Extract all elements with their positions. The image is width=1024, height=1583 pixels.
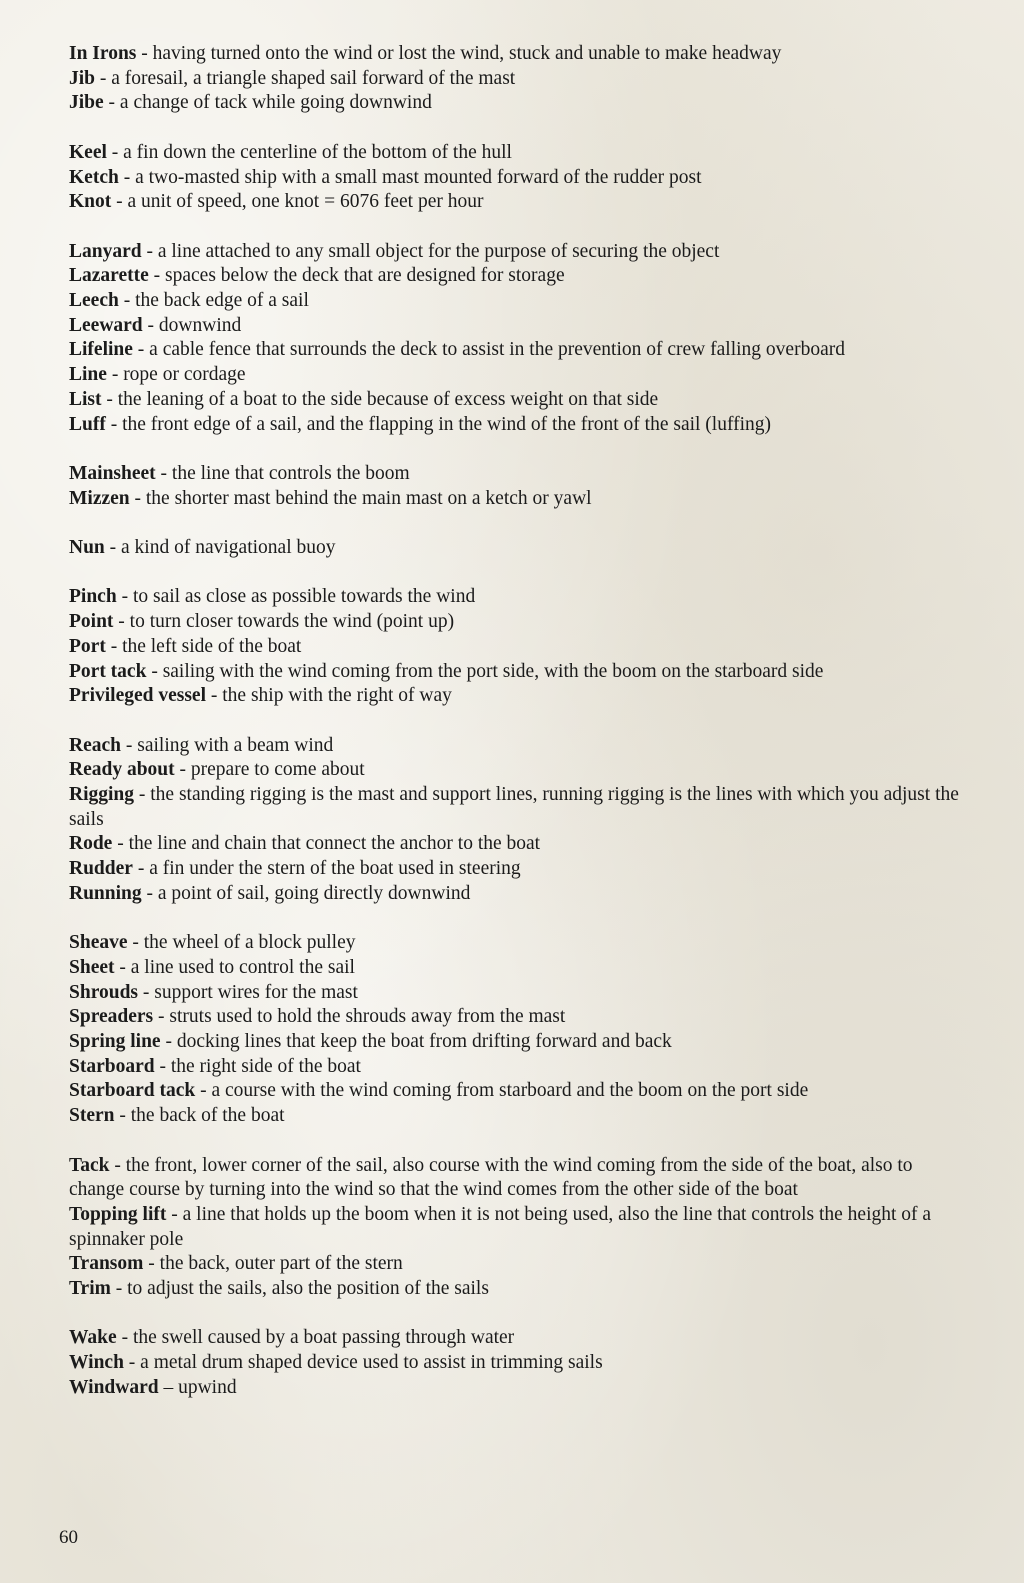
glossary-definition: downwind — [158, 314, 242, 336]
glossary-entry — [69, 1005, 969, 1030]
glossary-definition: the wheel of a block pulley — [143, 932, 356, 954]
glossary-definition: sailing with a beam wind — [137, 734, 334, 756]
page-number: 60 — [59, 1527, 78, 1548]
glossary-separator: - — [160, 1031, 177, 1053]
glossary-definition: a two-masted ship with a small mast mounted forward of the rudder post — [135, 166, 702, 188]
glossary-definition: a unit of speed, one knot = 6076 feet per hour — [127, 191, 484, 213]
glossary-separator: - — [112, 833, 129, 855]
glossary-definition: a course with the wind coming from starboard and the boom on the port side — [211, 1080, 809, 1102]
glossary-entry — [69, 42, 969, 67]
glossary-entry — [69, 413, 969, 438]
glossary-group — [69, 1326, 969, 1400]
glossary-entry — [69, 610, 969, 635]
glossary-definition: a kind of navigational buoy — [121, 537, 336, 558]
glossary-separator: - — [123, 1352, 141, 1374]
glossary-term: In Irons — [69, 43, 137, 64]
glossary-entry — [69, 1104, 969, 1129]
glossary-term: Pinch — [69, 586, 117, 608]
glossary-definition: a fin down the centerline of the bottom of the hull — [123, 141, 512, 163]
glossary-definition: the front edge of a sail, and the flapping in the wind of the front of the sail (luffing) — [122, 413, 772, 435]
glossary-entry — [69, 314, 969, 339]
glossary-term: Stern — [69, 1105, 115, 1127]
glossary-entry — [69, 141, 969, 166]
glossary-entry — [69, 190, 969, 215]
glossary-term: Windward — [69, 1376, 159, 1398]
glossary-entry — [69, 67, 969, 92]
glossary-group — [69, 931, 969, 1129]
glossary-entry — [69, 264, 969, 289]
glossary-definition: prepare to come about — [190, 759, 365, 781]
glossary-term: List — [69, 388, 102, 410]
glossary-term: Transom — [69, 1253, 144, 1275]
glossary-term: Mainsheet — [69, 462, 156, 484]
glossary-separator: - — [136, 43, 153, 64]
glossary-separator: - — [121, 734, 138, 756]
glossary-term: Ready about — [69, 759, 175, 781]
glossary-term: Trim — [69, 1278, 111, 1300]
glossary-definition: a fin under the stern of the boat used in steering — [149, 858, 521, 880]
glossary-entry — [69, 1055, 969, 1080]
glossary-group — [69, 585, 969, 709]
glossary-definition: the left side of the boat — [122, 635, 302, 657]
glossary-entry — [69, 536, 969, 561]
glossary-entry — [69, 956, 969, 981]
glossary-entry — [69, 857, 969, 882]
glossary-term: Knot — [69, 191, 112, 213]
glossary-group — [69, 536, 969, 561]
glossary-entry — [69, 1351, 969, 1376]
glossary-entry — [69, 832, 969, 857]
glossary-entry — [69, 684, 969, 709]
glossary-separator: - — [154, 1055, 171, 1077]
glossary-definition: struts used to hold the shrouds away from the mast — [169, 1006, 566, 1028]
glossary-definition: the back, outer part of the stern — [159, 1253, 403, 1275]
glossary-definition: to adjust the sails, also the position of the sails — [127, 1278, 489, 1300]
glossary-entry — [69, 240, 969, 265]
glossary-term: Sheet — [69, 956, 115, 978]
glossary-term: Leech — [69, 290, 119, 311]
glossary-separator: - — [174, 759, 191, 781]
glossary-entry — [69, 882, 969, 907]
glossary-definition: upwind — [178, 1376, 237, 1398]
glossary-entry — [69, 734, 969, 759]
glossary-group — [69, 734, 969, 907]
glossary-term: Shrouds — [69, 981, 139, 1003]
glossary-term: Jibe — [69, 92, 104, 114]
glossary-separator: - — [141, 882, 158, 904]
glossary-separator: - — [141, 240, 158, 262]
glossary-entry — [69, 166, 969, 191]
glossary-definition: a line used to control the sail — [130, 956, 355, 978]
glossary-separator: - — [109, 1154, 126, 1176]
glossary-group — [69, 240, 969, 438]
glossary-separator: - — [132, 339, 150, 361]
glossary-entry — [69, 91, 969, 116]
glossary-entry — [69, 1252, 969, 1277]
glossary-entry — [69, 660, 969, 685]
glossary-separator: - — [110, 1278, 128, 1300]
glossary-separator: - — [103, 92, 120, 114]
glossary-definition: a foresail, a triangle shaped sail forward of the mast — [111, 67, 516, 89]
glossary-term: Mizzen — [69, 487, 130, 509]
glossary-definition: having turned onto the wind or lost the wind, stuck and unable to make headway — [152, 43, 782, 64]
glossary-definition: the front, lower corner of the sail, also course with the wind coming from the side of the boat, also to change course by turning into the wind so that the wind comes from the other side of the boat — [69, 1154, 913, 1201]
glossary-term: Point — [69, 611, 114, 633]
glossary-term: Ketch — [69, 166, 119, 188]
glossary-term: Wake — [69, 1327, 117, 1349]
glossary-definition: a cable fence that surrounds the deck to assist in the prevention of crew falling overboard — [149, 339, 845, 361]
glossary-definition: to turn closer towards the wind (point up) — [129, 611, 455, 633]
glossary-definition: a metal drum shaped device used to assist in trimming sails — [140, 1352, 603, 1374]
glossary-separator: - — [138, 981, 155, 1003]
glossary-separator: - — [146, 660, 163, 682]
glossary-entry — [69, 1030, 969, 1055]
glossary-term: Leeward — [69, 314, 143, 336]
glossary-term: Running — [69, 882, 142, 904]
glossary-definition: a line that holds up the boom when it is not being used, also the line that controls the height of a spinnaker pole — [69, 1203, 932, 1250]
glossary-entry — [69, 783, 969, 832]
glossary-entry — [69, 1079, 969, 1104]
glossary-definition: the line that controls the boom — [171, 462, 410, 484]
glossary-definition: the swell caused by a boat passing through water — [132, 1327, 515, 1349]
glossary-separator: - — [153, 1006, 170, 1028]
glossary-term: Starboard — [69, 1055, 155, 1077]
glossary-entry — [69, 388, 969, 413]
glossary-separator: - — [113, 611, 130, 633]
glossary-separator: - — [114, 1105, 131, 1127]
glossary-definition: rope or cordage — [123, 364, 246, 386]
glossary-definition: spaces below the deck that are designed for storage — [165, 265, 565, 287]
glossary-term: Luff — [69, 413, 106, 435]
glossary-separator: - — [95, 67, 112, 89]
glossary-definition: the back edge of a sail — [135, 290, 309, 311]
glossary-separator: - — [101, 388, 118, 410]
glossary-term: Spring line — [69, 1031, 161, 1053]
glossary-entry — [69, 487, 969, 512]
glossary-separator: - — [166, 1203, 183, 1225]
glossary-separator: - — [118, 290, 136, 311]
glossary-term: Nun — [69, 537, 105, 558]
glossary-definition: a change of tack while going downwind — [119, 92, 432, 114]
glossary-entry — [69, 462, 969, 487]
glossary-definition: sailing with the wind coming from the port side, with the boom on the starboard side — [162, 660, 824, 682]
glossary-definition: a line attached to any small object for the purpose of securing the object — [157, 240, 720, 262]
glossary-term: Rudder — [69, 858, 133, 880]
glossary-term: Tack — [69, 1154, 110, 1176]
glossary-term: Spreaders — [69, 1006, 154, 1028]
glossary-group — [69, 462, 969, 511]
glossary-group — [69, 141, 969, 215]
glossary-separator: - — [155, 462, 172, 484]
glossary-term: Topping lift — [69, 1203, 167, 1225]
glossary-entry — [69, 635, 969, 660]
glossary-separator: - — [116, 586, 133, 608]
glossary-separator: - — [127, 932, 144, 954]
glossary-term: Reach — [69, 734, 121, 756]
glossary-entry — [69, 1203, 969, 1252]
glossary-separator: - — [206, 685, 223, 707]
glossary-term: Port tack — [69, 660, 147, 682]
glossary-separator: - — [148, 265, 166, 287]
glossary-separator: - — [132, 858, 150, 880]
glossary-group — [69, 42, 969, 116]
glossary-separator: - — [116, 1327, 133, 1349]
glossary-definition: the back of the boat — [130, 1105, 285, 1127]
glossary-term: Privileged vessel — [69, 685, 207, 707]
glossary-separator: - — [114, 956, 131, 978]
glossary-entry — [69, 981, 969, 1006]
glossary-definition: the shorter mast behind the main mast on a ketch or yawl — [145, 487, 592, 509]
glossary-entry — [69, 289, 969, 314]
glossary-entry — [69, 1277, 969, 1302]
glossary-group — [69, 1154, 969, 1302]
glossary-term: Port — [69, 635, 106, 657]
glossary-term: Winch — [69, 1352, 124, 1374]
glossary-term: Lazarette — [69, 265, 149, 287]
glossary-separator: - — [129, 487, 146, 509]
glossary-separator: - — [195, 1080, 212, 1102]
glossary-separator: - — [118, 166, 136, 188]
glossary-term: Rigging — [69, 784, 135, 805]
glossary-separator: - — [134, 784, 151, 805]
glossary-definition: docking lines that keep the boat from drifting forward and back — [176, 1031, 672, 1053]
glossary-entry — [69, 338, 969, 363]
glossary-term: Rode — [69, 833, 113, 855]
glossary-definition: to sail as close as possible towards the wind — [132, 586, 476, 608]
glossary-definition: the standing rigging is the mast and support lines, running rigging is the lines with which you adjust the sails — [69, 784, 959, 830]
glossary-entry — [69, 758, 969, 783]
glossary-term: Line — [69, 364, 107, 386]
glossary-term: Keel — [69, 141, 107, 163]
glossary-separator: - — [104, 537, 122, 558]
glossary-term: Lanyard — [69, 240, 142, 262]
glossary-term: Lifeline — [69, 339, 133, 361]
glossary-definition: the ship with the right of way — [222, 685, 452, 707]
glossary-separator: - — [142, 314, 159, 336]
glossary-entry — [69, 363, 969, 388]
glossary-term: Sheave — [69, 932, 128, 954]
glossary-separator: - — [105, 635, 123, 657]
glossary-entry — [69, 585, 969, 610]
glossary-separator: - — [143, 1253, 160, 1275]
glossary-entry — [69, 1326, 969, 1351]
glossary-entry — [69, 1154, 969, 1203]
glossary-definition: the right side of the boat — [170, 1055, 361, 1077]
glossary-definition: support wires for the mast — [154, 981, 358, 1003]
glossary-separator: - — [105, 413, 123, 435]
glossary-definition: a point of sail, going directly downwind — [157, 882, 471, 904]
glossary-term: Starboard tack — [69, 1080, 196, 1102]
glossary-entry — [69, 931, 969, 956]
glossary-entry — [69, 1376, 969, 1401]
glossary-separator: – — [158, 1376, 179, 1398]
glossary-term: Jib — [69, 67, 96, 89]
glossary — [69, 42, 969, 1425]
glossary-separator: - — [106, 364, 124, 386]
glossary-definition: the line and chain that connect the anchor to the boat — [128, 833, 541, 855]
glossary-separator: - — [106, 141, 124, 163]
glossary-definition: the leaning of a boat to the side because of excess weight on that side — [117, 388, 659, 410]
glossary-separator: - — [111, 191, 128, 213]
